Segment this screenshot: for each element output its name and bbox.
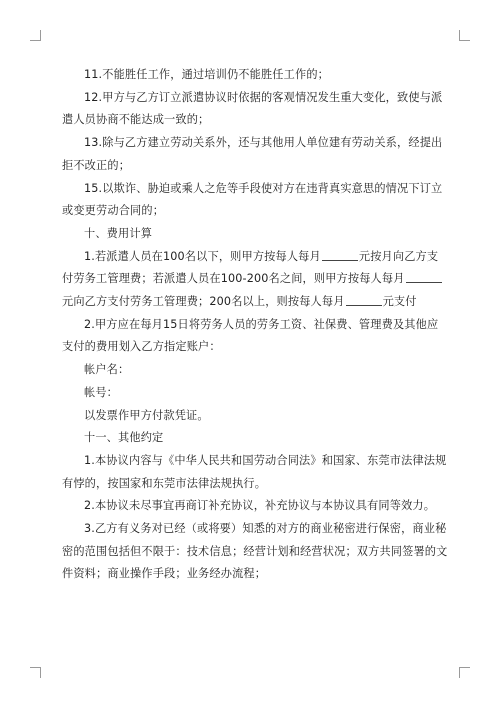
fill-blank-2[interactable] <box>406 270 442 283</box>
account-name-line: 帐户名： <box>84 363 130 377</box>
clause-15: 15.以欺诈、胁迫或乘人之危等手段使对方在违背真实意思的情况下订立或变更劳动合同的； <box>62 181 443 218</box>
fee-clause-1 <box>62 246 448 314</box>
account-number-line: 帐号： <box>84 385 119 399</box>
fee-text-part-4: 元支付 <box>382 295 417 309</box>
other-clause-1: 1.本协议内容与《中华人民共和国劳动合同法》和国家、东莞市法律法规有悖的，按国家和东莞市法律法规执行。 <box>62 453 447 490</box>
other-clause-3: 3.乙方有义务对已经（或将要）知悉的对方的商业秘密进行保密，商业秘密的范围包括但不限于：技术信息；经营计划和经营状况；双方共同签署的文件资料；商业操作手段；业务经办流程； <box>62 522 448 581</box>
fee-text-part-2: 元按月向乙方支付劳务工管理费；若派遣人员在100-200名之间，则甲方按每人每月 <box>62 249 439 286</box>
clause-12: 12.甲方与乙方订立派遣协议时依据的客观情况发生重大变化，致使与派遣人员协商不能达成一致的； <box>62 90 443 127</box>
section-heading-other-agreements: 十一、其他约定 <box>84 431 164 445</box>
other-clause-2: 2.本协议未尽事宜再商订补充协议，补充协议与本协议具有同等效力。 <box>84 499 436 513</box>
clause-11: 11.不能胜任工作，通过培训仍不能胜任工作的； <box>84 68 329 81</box>
clause-13: 13.除与乙方建立劳动关系外，还与其他用人单位建有劳动关系，经提出拒不改正的； <box>62 136 443 172</box>
fill-blank-3[interactable] <box>346 293 382 306</box>
fee-text-part-3: 元向乙方支付劳务工管理费；200名以上，则按每人每月 <box>62 295 345 309</box>
fee-clause-2: 2.甲方应在每月15日将劳务人员的劳务工资、社保费、管理费及其他应支付的费用划入乙方指定账户： <box>62 317 439 354</box>
invoice-note: 以发票作甲方付款凭证。 <box>84 408 209 422</box>
document-body <box>62 64 448 586</box>
crop-mark-bottom-left <box>30 667 41 678</box>
crop-mark-top-right <box>459 30 470 41</box>
crop-mark-top-left <box>30 30 41 41</box>
fill-blank-1[interactable] <box>322 248 358 261</box>
fee-text-part-1: 1.若派遣人员在100名以下，则甲方按每人每月 <box>84 249 321 263</box>
section-heading-fee-calculation: 十、费用计算 <box>84 226 153 240</box>
crop-mark-bottom-right <box>459 667 470 678</box>
